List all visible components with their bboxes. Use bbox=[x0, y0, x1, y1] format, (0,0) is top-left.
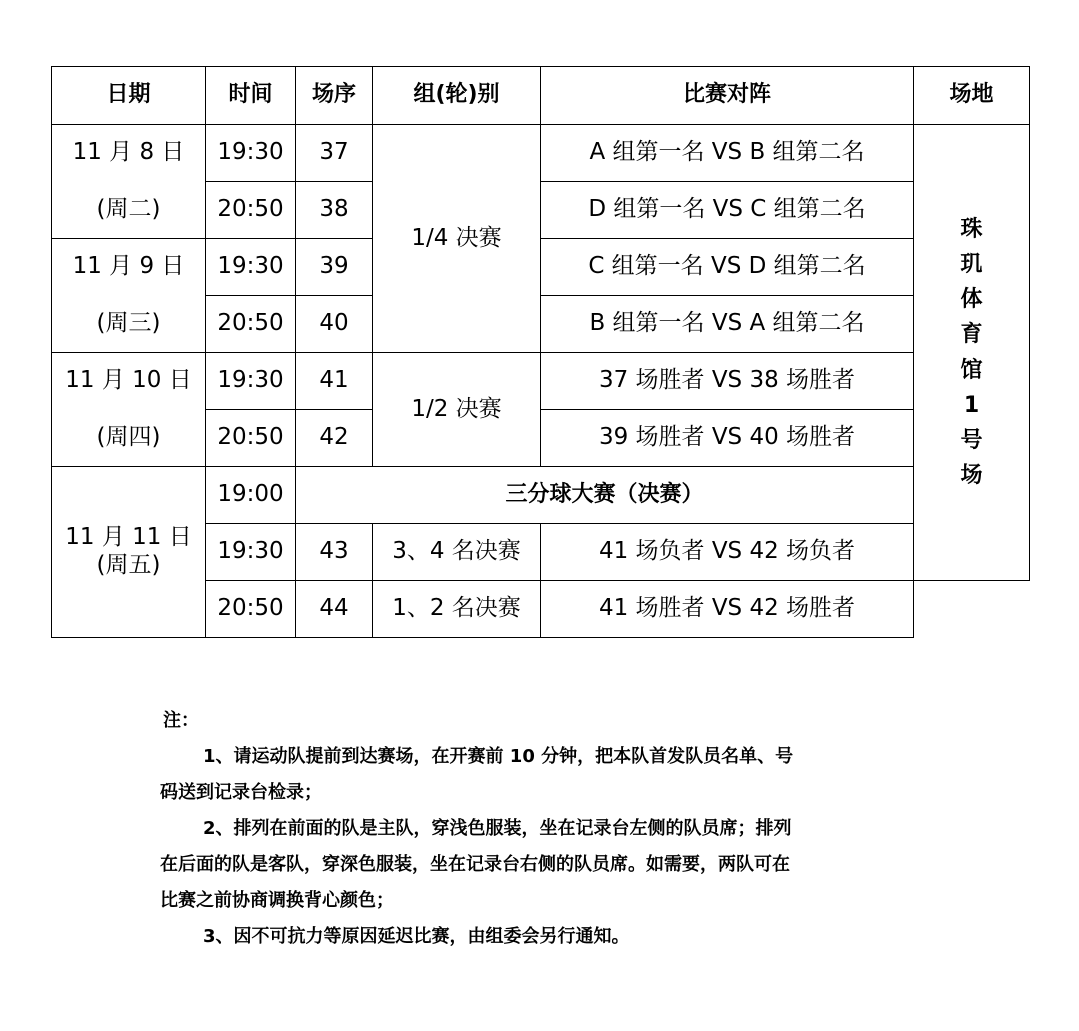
header-row bbox=[52, 67, 1030, 125]
time-cell: 20:50 bbox=[206, 581, 296, 638]
date-cell: 11 月 9 日 bbox=[52, 239, 206, 296]
match-cell: 41 场负者 VS 42 场负者 bbox=[541, 524, 914, 581]
table-row bbox=[52, 410, 1030, 467]
table-row bbox=[52, 296, 1030, 353]
venue-char: 体 bbox=[960, 287, 983, 313]
notes-title: 注： bbox=[163, 710, 199, 731]
date-cell: 11 月 10 日 bbox=[52, 353, 206, 410]
seq-cell: 43 bbox=[296, 524, 373, 581]
venue-char: 育 bbox=[960, 322, 983, 348]
time-cell: 19:30 bbox=[206, 353, 296, 410]
venue-cell bbox=[914, 125, 1030, 581]
time-cell: 20:50 bbox=[206, 410, 296, 467]
date-weekday-cell: (周三) bbox=[52, 296, 206, 353]
notes-section bbox=[160, 703, 923, 955]
table-row bbox=[52, 239, 1030, 296]
table-row bbox=[52, 467, 1030, 524]
note-item-2 bbox=[163, 811, 923, 847]
date-weekday-line: (周五) bbox=[96, 552, 161, 578]
match-cell: 37 场胜者 VS 38 场胜者 bbox=[541, 353, 914, 410]
header-date: 日期 bbox=[52, 67, 206, 125]
match-cell: B 组第一名 VS A 组第二名 bbox=[541, 296, 914, 353]
round-cell-third: 3、4 名决赛 bbox=[373, 524, 541, 581]
date-weekday-cell: (周四) bbox=[52, 410, 206, 467]
table-row bbox=[52, 125, 1030, 182]
header-venue: 场地 bbox=[914, 67, 1030, 125]
note-text: 1、请运动队提前到达赛场，在开赛前 10 分钟，把本队首发队员名单、号 bbox=[203, 746, 794, 767]
seq-cell: 41 bbox=[296, 353, 373, 410]
schedule-table bbox=[51, 66, 1030, 638]
table-row bbox=[52, 353, 1030, 410]
match-cell: 39 场胜者 VS 40 场胜者 bbox=[541, 410, 914, 467]
seq-cell: 38 bbox=[296, 182, 373, 239]
table-row bbox=[52, 182, 1030, 239]
venue-char: 珠 bbox=[960, 216, 983, 242]
date-weekday-cell: (周二) bbox=[52, 182, 206, 239]
header-round: 组(轮)别 bbox=[373, 67, 541, 125]
note-text: 3、因不可抗力等原因延迟比赛，由组委会另行通知。 bbox=[203, 926, 630, 947]
time-cell: 20:50 bbox=[206, 182, 296, 239]
time-cell: 19:00 bbox=[206, 467, 296, 524]
header-seq: 场序 bbox=[296, 67, 373, 125]
note-item-3 bbox=[163, 919, 923, 955]
seq-cell: 39 bbox=[296, 239, 373, 296]
match-cell: 41 场胜者 VS 42 场胜者 bbox=[541, 581, 914, 638]
round-cell-quarter: 1/4 决赛 bbox=[373, 125, 541, 353]
match-cell: A 组第一名 VS B 组第二名 bbox=[541, 125, 914, 182]
header-match: 比赛对阵 bbox=[541, 67, 914, 125]
date-line: 11 月 11 日 bbox=[65, 524, 192, 551]
note-item-2-cont: 比赛之前协商调换背心颜色； bbox=[160, 890, 394, 911]
match-cell: D 组第一名 VS C 组第二名 bbox=[541, 182, 914, 239]
note-item-2-cont: 在后面的队是客队，穿深色服装，坐在记录台右侧的队员席。如需要，两队可在 bbox=[160, 854, 790, 875]
venue-char: 玑 bbox=[960, 251, 983, 277]
round-cell-semi: 1/2 决赛 bbox=[373, 353, 541, 467]
seq-cell: 37 bbox=[296, 125, 373, 182]
seq-cell: 42 bbox=[296, 410, 373, 467]
match-cell: C 组第一名 VS D 组第二名 bbox=[541, 239, 914, 296]
note-text: 2、排列在前面的队是主队，穿浅色服装，坐在记录台左侧的队员席；排列 bbox=[203, 818, 792, 839]
header-time: 时间 bbox=[206, 67, 296, 125]
venue-char: 场 bbox=[960, 463, 983, 489]
venue-char: 馆 bbox=[960, 357, 983, 383]
date-cell-nov11 bbox=[52, 467, 206, 638]
note-item-1 bbox=[163, 739, 923, 775]
time-cell: 19:30 bbox=[206, 524, 296, 581]
three-point-contest-cell: 三分球大赛（决赛） bbox=[296, 467, 914, 524]
seq-cell: 40 bbox=[296, 296, 373, 353]
round-cell-final: 1、2 名决赛 bbox=[373, 581, 541, 638]
time-cell: 19:30 bbox=[206, 125, 296, 182]
time-cell: 20:50 bbox=[206, 296, 296, 353]
note-item-1-cont: 码送到记录台检录； bbox=[160, 782, 322, 803]
seq-cell: 44 bbox=[296, 581, 373, 638]
venue-char: 号 bbox=[960, 427, 983, 453]
venue-char: 1 bbox=[963, 392, 980, 418]
date-cell: 11 月 8 日 bbox=[52, 125, 206, 182]
time-cell: 19:30 bbox=[206, 239, 296, 296]
